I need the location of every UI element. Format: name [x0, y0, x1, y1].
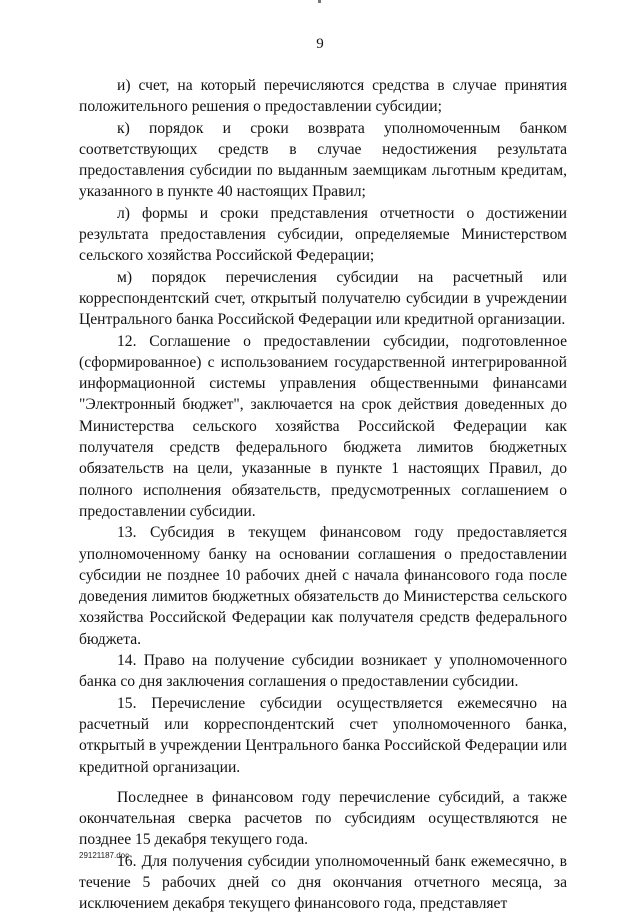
paragraph-l: л) формы и сроки представления отчетности о достижении результата предоставления субсидии, определяемые Министерством сельского хозяйства Российской Федерации;	[79, 204, 567, 265]
paragraph-14: 14. Право на получение субсидии возникает у уполномоченного банка со дня заключения соглашения о предоставлении субсидии.	[79, 652, 567, 691]
paragraph-16: 16. Для получения субсидии уполномоченный банк ежемесячно, в течение 5 рабочих дней со дня окончания отчетного месяца, за исключением декабря текущего финансового года, представляет	[79, 852, 567, 913]
paragraph-m: м) порядок перечисления субсидии на расчетный или корреспондентский счет, открытый получателю субсидии в учреждении Центрального банка Российской Федерации или кредитной организации.	[79, 268, 567, 329]
footer-filename: 29121187.doc	[79, 851, 130, 860]
paragraph-13: 13. Субсидия в текущем финансовом году предоставляется уполномоченному банку на основании соглашения о предоставлении субсидии не позднее 10 рабочих дней с начала финансового года после доведения лимитов бюджетных обязательств до Министерства сельского хозяйства Российской Федерации как получателя средств федерального бюджета.	[79, 524, 567, 648]
page-number: 9	[316, 36, 324, 52]
paragraph-12: 12. Соглашение о предоставлении субсидии, подготовленное (сформированное) с использованием государственной интегрированной информационной системы управления общественными финансами "Электронный бюджет", заключается на срок действия доведенных до Министерства сельского хозяйства Российской Федерации как получателя средств федерального бюджета лимитов бюджетных обязательств на цели, указанные в пункте 1 настоящих Правил, до полного исполнения обязательств, предусмотренных соглашением о предоставлении субсидии.	[79, 332, 567, 520]
document-body	[79, 75, 567, 915]
paragraph-15-continuation: Последнее в финансовом году перечисление субсидий, а также окончательная сверка расчетов по субсидиям осуществляются не позднее 15 декабря текущего года.	[79, 788, 567, 849]
page-top-mark	[318, 0, 321, 3]
paragraph-i: и) счет, на который перечисляются средства в случае принятия положительного решения о предоставлении субсидии;	[79, 77, 567, 116]
paragraph-k: к) порядок и сроки возврата уполномоченным банком соответствующих средств в случае недостижения результата предоставления субсидии по выданным заемщикам льготным кредитам, указанного в пункте 40 настоящих Правил;	[79, 119, 567, 201]
paragraph-15: 15. Перечисление субсидии осуществляется ежемесячно на расчетный или корреспондентский счет уполномоченного банка, открытый в учреждении Центрального банка Российской Федерации или кредитной организации.	[79, 694, 567, 776]
